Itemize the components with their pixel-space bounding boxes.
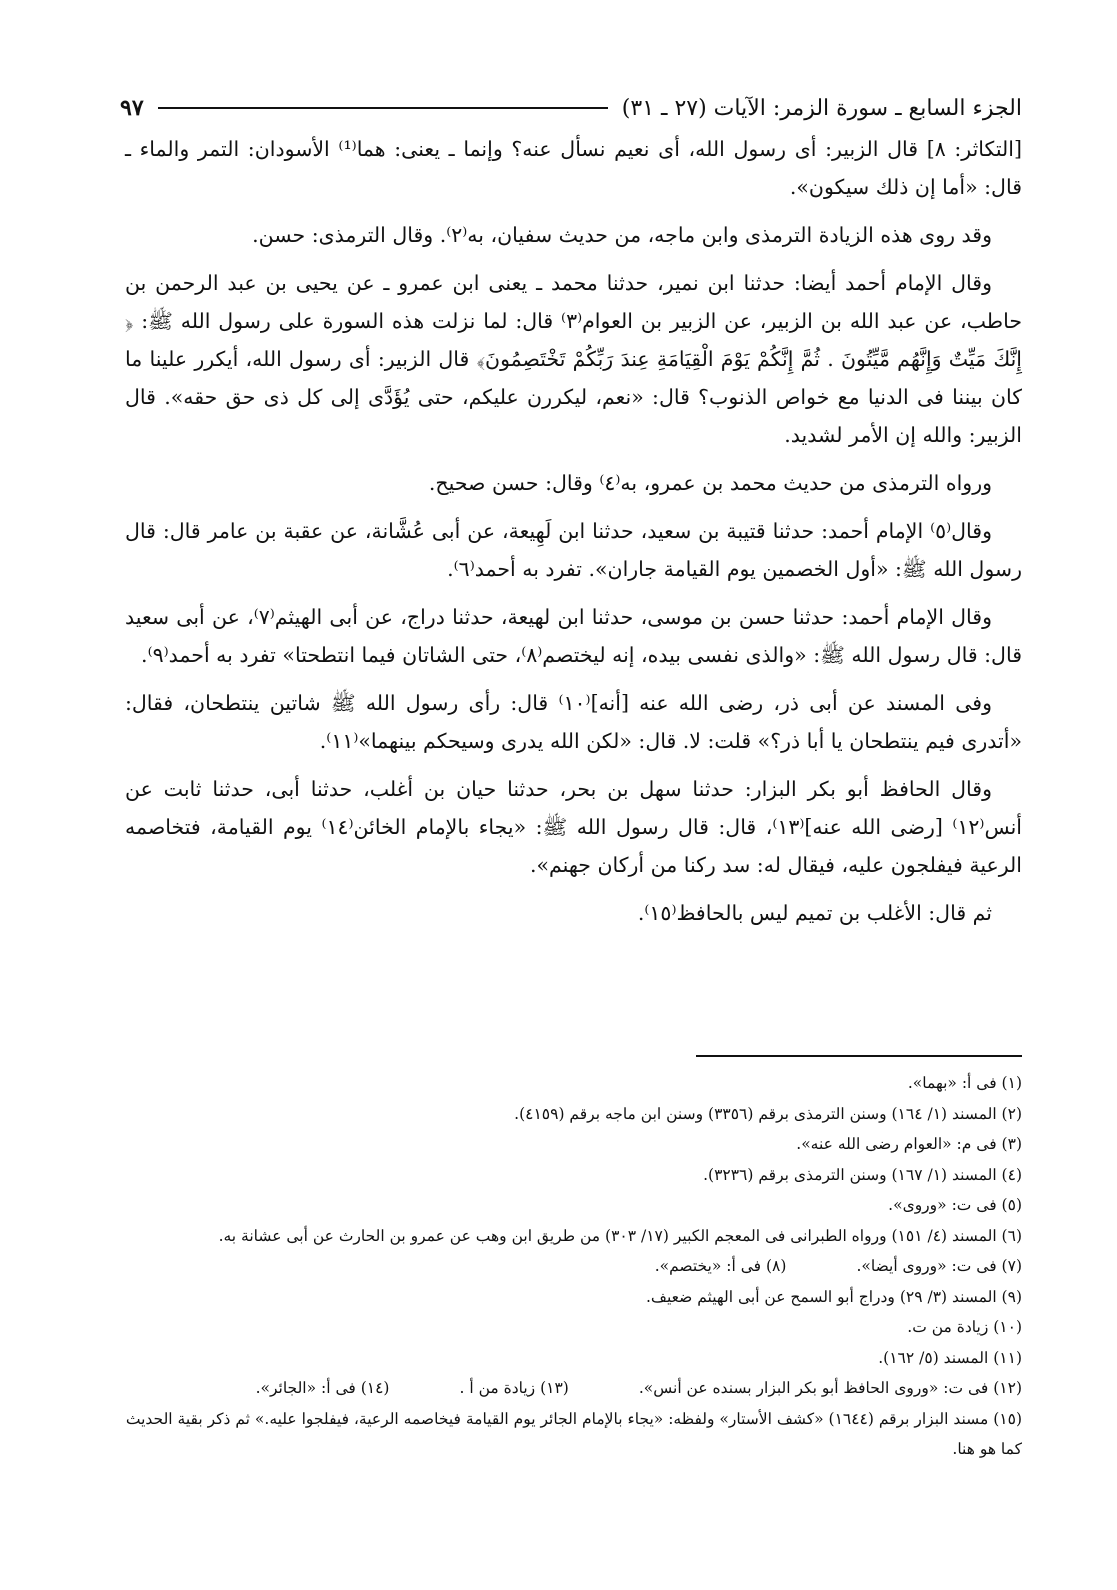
footnote: (١٣) زيادة من أ . xyxy=(459,1379,569,1397)
page-number: ٩٧ xyxy=(120,95,144,121)
footnote: (٤) المسند (١/ ١٦٧) وسنن الترمذى برقم (٣٢٣٦). xyxy=(703,1165,1022,1184)
main-text xyxy=(125,130,1022,942)
paragraph: وقال الإمام أحمد: حدثنا حسن بن موسى، حدثنا ابن لهيعة، حدثنا دراج، عن أبى الهيثم⁽٧⁾، عن أبى سعيد قال: قال رسول الله ﷺ: «والذى نفسى بيده، إنه ليختصم⁽٨⁾، حتى الشاتان فيما انتطحتا» تفرد به أحمد⁽٩⁾. xyxy=(125,605,1022,667)
footnote: (٧) فى ت: «وروى أيضا». xyxy=(856,1257,1022,1275)
footnote: (١٢) فى ت: «وروى الحافظ أبو بكر البزار بسنده عن أنس». xyxy=(638,1379,1022,1397)
footnote: (١) فى أ: «بهما». xyxy=(907,1074,1022,1092)
paragraph: ورواه الترمذى من حديث محمد بن عمرو، به⁽٤⁾ وقال: حسن صحيح. xyxy=(428,471,992,495)
paragraph: ثم قال: الأغلب بن تميم ليس بالحافظ⁽١٥⁾. xyxy=(637,901,992,925)
footnote: (٢) المسند (١/ ١٦٤) وسنن الترمذى برقم (٣٣٥٦) وسنن ابن ماجه برقم (٤١٥٩). xyxy=(514,1104,1022,1123)
footnote: (٦) المسند (٤/ ١٥١) ورواه الطبرانى فى المعجم الكبير (١٧/ ٣٠٣) من طريق ابن وهب عن عمرو بن الحارث عن أبى عشانة به. xyxy=(218,1226,1022,1245)
footnote: (١٥) مسند البزار برقم (١٦٤٤) «كشف الأستار» ولفظه: «يجاء بالإمام الجائر يوم القيامة فيخاصمه الرعية، فيفلجوا عليه.» ثم ذكر بقية الحديث كما هو هنا. xyxy=(125,1409,1022,1458)
footnote-separator xyxy=(696,1055,1022,1057)
header-rule xyxy=(158,107,608,109)
footnote-row xyxy=(125,1373,1022,1404)
footnote: (١٠) زيادة من ت. xyxy=(907,1318,1022,1336)
paragraph: وفى المسند عن أبى ذر، رضى الله عنه [أنه]⁽١٠⁾ قال: رأى رسول الله ﷺ شاتين ينتطحان، فقال: «أتدرى فيم ينتطحان يا أبا ذر؟» قلت: لا. قال: «لكن الله يدرى وسيحكم بينهما»⁽١١⁾. xyxy=(125,691,1022,753)
footnote: (١٤) فى أ: «الجائر». xyxy=(255,1379,390,1397)
paragraph: وقال الحافظ أبو بكر البزار: حدثنا سهل بن بحر، حدثنا حيان بن أغلب، حدثنا أبى، حدثنا ثابت عن أنس⁽١٢⁾ [رضى الله عنه]⁽١٣⁾، قال: قال رسول الله ﷺ: «يجاء بالإمام الخائن⁽١٤⁾ يوم القيامة، فتخاصمه الرعية فيفلجون عليه، فيقال له: سد ركنا من أركان جهنم». xyxy=(125,777,1022,877)
paragraph: وقال⁽٥⁾ الإمام أحمد: حدثنا قتيبة بن سعيد، حدثنا ابن لَهِيعة، عن أبى عُشَّانة، عن عقبة بن عامر قال: قال رسول الله ﷺ: «أول الخصمين يوم القيامة جاران». تفرد به أحمد⁽٦⁾. xyxy=(125,519,1022,581)
footnote-row xyxy=(125,1251,1022,1282)
footnotes xyxy=(125,1068,1022,1465)
footnote: (٣) فى م: «العوام رضى الله عنه». xyxy=(796,1135,1022,1153)
footnote: (٥) فى ت: «وروى». xyxy=(888,1196,1022,1214)
header-title: الجزء السابع ـ سورة الزمر: الآيات (٢٧ ـ ٣١) xyxy=(621,95,1022,121)
footnote: (١١) المسند (٥/ ١٦٢). xyxy=(878,1348,1022,1367)
running-header xyxy=(120,88,1022,128)
paragraph: وقد روى هذه الزيادة الترمذى وابن ماجه، من حديث سفيان، به⁽٢⁾. وقال الترمذى: حسن. xyxy=(252,223,992,247)
paragraph: [التكاثر: ٨] قال الزبير: أى رسول الله، أى نعيم نسأل عنه؟ وإنما ـ يعنى: هما⁽¹⁾ الأسودان: التمر والماء ـ قال: «أما إن ذلك سيكون». xyxy=(125,137,1022,199)
footnote: (٩) المسند (٣/ ٢٩) ودراج أبو السمح عن أبى الهيثم ضعيف. xyxy=(645,1287,1022,1306)
paragraph: وقال الإمام أحمد أيضا: حدثنا ابن نمير، حدثنا محمد ـ يعنى ابن عمرو ـ عن يحيى بن عبد الرحمن بن حاطب، عن عبد الله بن الزبير، عن الزبير بن العوام⁽٣⁾ قال: لما نزلت هذه السورة على رسول الله ﷺ: ﴿ إِنَّكَ مَيِّتٌ وَإِنَّهُم مَّيِّتُونَ . ثُمَّ إِنَّكُمْ يَوْمَ الْقِيَامَةِ عِندَ رَبِّكُمْ تَخْتَصِمُونَ﴾ قال الزبير: أى رسول الله، أيكرر علينا ما كان بيننا فى الدنيا مع خواص الذنوب؟ قال: «نعم، ليكررن عليكم، حتى يُؤَدَّى إلى كل ذى حق حقه». قال الزبير: والله إن الأمر لشديد. xyxy=(125,271,1022,447)
footnote: (٨) فى أ: «يختصم». xyxy=(654,1257,787,1275)
